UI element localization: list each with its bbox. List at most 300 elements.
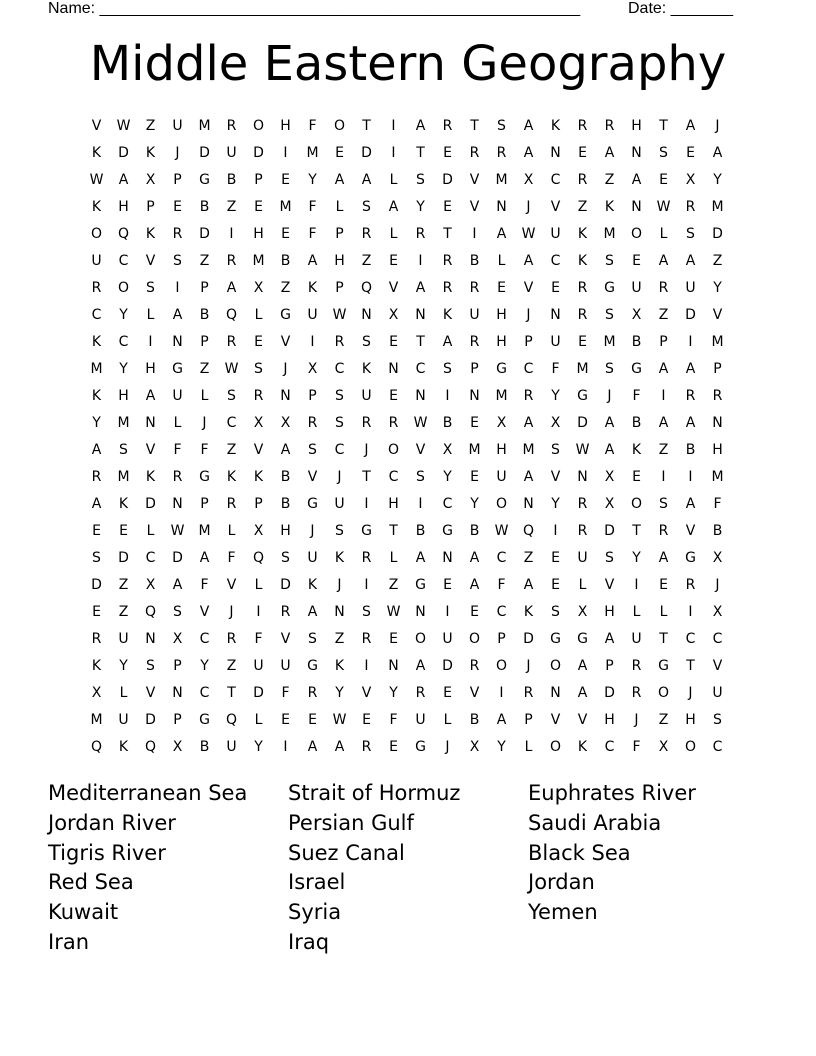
grid-letter[interactable]: H [118,388,129,404]
grid-letter[interactable]: D [118,550,129,566]
name-field-label[interactable]: Name: ______________________________________________________ [48,0,581,17]
grid-letter[interactable]: R [658,280,669,296]
grid-letter[interactable]: C [199,685,210,701]
grid-letter[interactable]: S [362,199,371,215]
grid-letter[interactable]: R [631,658,642,674]
grid-letter[interactable]: N [280,388,291,404]
grid-letter[interactable]: U [253,658,264,674]
grid-letter[interactable]: Q [360,280,373,296]
grid-letter[interactable]: C [388,469,399,485]
grid-letter[interactable]: A [685,118,696,134]
grid-letter[interactable]: K [577,739,588,755]
grid-letter[interactable]: A [415,280,426,296]
grid-letter[interactable]: M [522,442,535,458]
grid-letter[interactable]: S [173,253,182,269]
grid-letter[interactable]: L [146,307,155,323]
grid-letter[interactable]: H [388,496,399,512]
grid-letter[interactable]: K [118,496,129,512]
grid-letter[interactable]: L [632,604,641,620]
grid-letter[interactable]: I [148,334,153,350]
grid-letter[interactable]: Z [658,307,669,323]
grid-letter[interactable]: I [229,226,234,242]
grid-letter[interactable]: U [415,712,426,728]
grid-letter[interactable]: E [389,334,398,350]
grid-letter[interactable]: G [631,361,642,377]
grid-letter[interactable]: A [523,469,534,485]
grid-letter[interactable]: E [281,712,290,728]
grid-letter[interactable]: P [254,496,263,512]
grid-letter[interactable]: M [603,226,616,242]
grid-letter[interactable]: I [364,577,369,593]
grid-letter[interactable]: H [496,307,507,323]
grid-letter[interactable]: I [283,145,288,161]
grid-letter[interactable]: V [469,685,480,701]
grid-letter[interactable]: I [634,577,639,593]
grid-letter[interactable]: L [389,226,398,242]
grid-letter[interactable]: J [715,118,720,134]
grid-letter[interactable]: U [118,712,129,728]
grid-letter[interactable]: S [173,604,182,620]
grid-letter[interactable]: R [307,685,318,701]
grid-letter[interactable]: Z [199,361,210,377]
grid-letter[interactable]: D [199,145,210,161]
grid-letter[interactable]: R [685,199,696,215]
grid-letter[interactable]: C [550,172,561,188]
grid-letter[interactable]: E [362,712,371,728]
grid-letter[interactable]: L [227,523,236,539]
grid-letter[interactable]: B [469,523,480,539]
grid-letter[interactable]: Q [225,307,238,323]
grid-letter[interactable]: F [308,199,317,215]
grid-letter[interactable]: A [712,145,723,161]
grid-letter[interactable]: P [470,361,479,377]
grid-letter[interactable]: N [496,199,507,215]
grid-letter[interactable]: I [364,496,369,512]
grid-letter[interactable]: T [470,118,479,134]
grid-letter[interactable]: V [199,604,210,620]
grid-letter[interactable]: R [361,415,372,431]
grid-letter[interactable]: C [199,631,210,647]
grid-letter[interactable]: J [715,577,720,593]
grid-letter[interactable]: R [577,172,588,188]
grid-letter[interactable]: R [226,118,237,134]
grid-letter[interactable]: R [361,550,372,566]
grid-letter[interactable]: R [469,145,480,161]
grid-letter[interactable]: Z [118,577,129,593]
grid-letter[interactable]: O [549,658,562,674]
grid-letter[interactable]: A [685,496,696,512]
grid-letter[interactable]: N [550,307,561,323]
grid-letter[interactable]: J [526,307,531,323]
grid-letter[interactable]: V [253,442,264,458]
grid-letter[interactable]: X [388,307,399,323]
grid-letter[interactable]: G [199,172,210,188]
grid-letter[interactable]: P [659,334,668,350]
grid-letter[interactable]: L [173,415,182,431]
grid-letter[interactable]: S [119,442,128,458]
grid-letter[interactable]: W [116,118,131,134]
grid-letter[interactable]: Z [712,253,723,269]
grid-letter[interactable]: N [415,388,426,404]
grid-letter[interactable]: B [226,172,237,188]
grid-letter[interactable]: A [280,442,291,458]
grid-letter[interactable]: O [630,226,643,242]
grid-letter[interactable]: R [226,496,237,512]
grid-letter[interactable]: U [307,307,318,323]
grid-letter[interactable]: T [632,523,641,539]
grid-letter[interactable]: N [577,469,588,485]
grid-letter[interactable]: M [711,469,724,485]
grid-letter[interactable]: Z [226,658,237,674]
grid-letter[interactable]: X [307,361,318,377]
grid-letter[interactable]: B [442,415,453,431]
grid-letter[interactable]: M [198,523,211,539]
grid-letter[interactable]: U [307,550,318,566]
grid-letter[interactable]: B [199,739,210,755]
grid-letter[interactable]: Z [334,631,345,647]
grid-letter[interactable]: K [442,307,453,323]
grid-letter[interactable]: I [688,334,693,350]
grid-letter[interactable]: N [550,145,561,161]
grid-letter[interactable]: A [577,658,588,674]
grid-letter[interactable]: K [604,199,615,215]
grid-letter[interactable]: A [145,388,156,404]
grid-letter[interactable]: D [577,415,588,431]
grid-letter[interactable]: F [497,577,506,593]
grid-letter[interactable]: R [91,469,102,485]
grid-letter[interactable]: L [443,712,452,728]
grid-letter[interactable]: E [632,253,641,269]
grid-letter[interactable]: C [91,307,102,323]
grid-letter[interactable]: X [523,172,534,188]
grid-letter[interactable]: S [605,253,614,269]
grid-letter[interactable]: U [172,388,183,404]
grid-letter[interactable]: N [712,415,723,431]
grid-letter[interactable]: C [118,334,129,350]
grid-letter[interactable]: Q [225,712,238,728]
grid-letter[interactable]: R [91,631,102,647]
grid-letter[interactable]: E [578,334,587,350]
grid-letter[interactable]: T [686,658,695,674]
grid-letter[interactable]: Z [118,604,129,620]
grid-letter[interactable]: A [388,199,399,215]
grid-letter[interactable]: G [442,523,453,539]
grid-letter[interactable]: V [604,577,615,593]
grid-letter[interactable]: R [280,604,291,620]
grid-letter[interactable]: N [172,496,183,512]
grid-letter[interactable]: V [712,658,723,674]
grid-letter[interactable]: F [632,388,641,404]
grid-letter[interactable]: P [605,658,614,674]
grid-letter[interactable]: D [145,712,156,728]
grid-letter[interactable]: K [577,226,588,242]
grid-letter[interactable]: A [307,253,318,269]
grid-letter[interactable]: K [523,604,534,620]
grid-letter[interactable]: A [658,361,669,377]
grid-letter[interactable]: S [335,388,344,404]
grid-letter[interactable]: R [361,631,372,647]
grid-letter[interactable]: R [307,415,318,431]
grid-letter[interactable]: R [334,334,345,350]
grid-letter[interactable]: V [280,631,291,647]
grid-letter[interactable]: K [307,577,318,593]
grid-letter[interactable]: W [521,226,536,242]
grid-letter[interactable]: H [604,712,615,728]
grid-letter[interactable]: N [523,496,534,512]
grid-letter[interactable]: W [332,712,347,728]
grid-letter[interactable]: J [526,658,531,674]
grid-letter[interactable]: F [389,712,398,728]
grid-letter[interactable]: U [280,658,291,674]
grid-letter[interactable]: E [389,388,398,404]
grid-letter[interactable]: P [173,658,182,674]
grid-letter[interactable]: S [416,172,425,188]
grid-letter[interactable]: Z [388,577,399,593]
grid-letter[interactable]: H [145,361,156,377]
grid-letter[interactable]: X [604,496,615,512]
grid-letter[interactable]: J [607,388,612,404]
grid-letter[interactable]: E [281,172,290,188]
grid-letter[interactable]: I [391,118,396,134]
grid-letter[interactable]: A [334,172,345,188]
grid-letter[interactable]: X [145,577,156,593]
grid-letter[interactable]: T [659,631,668,647]
grid-letter[interactable]: N [442,550,453,566]
grid-letter[interactable]: F [308,226,317,242]
grid-letter[interactable]: C [712,631,723,647]
grid-letter[interactable]: K [91,334,102,350]
grid-letter[interactable]: L [659,226,668,242]
grid-letter[interactable]: F [200,577,209,593]
grid-letter[interactable]: P [200,280,209,296]
grid-letter[interactable]: M [603,334,616,350]
grid-letter[interactable]: E [389,739,398,755]
grid-letter[interactable]: R [685,577,696,593]
grid-letter[interactable]: X [712,550,723,566]
grid-letter[interactable]: M [495,172,508,188]
grid-letter[interactable]: C [604,739,615,755]
grid-letter[interactable]: S [686,226,695,242]
grid-letter[interactable]: P [200,334,209,350]
grid-letter[interactable]: K [91,658,102,674]
grid-letter[interactable]: A [523,145,534,161]
grid-letter[interactable]: P [308,388,317,404]
grid-letter[interactable]: A [523,577,534,593]
grid-letter[interactable]: H [334,253,345,269]
grid-letter[interactable]: Y [713,280,722,296]
grid-letter[interactable]: R [631,685,642,701]
grid-letter[interactable]: G [550,631,561,647]
grid-letter[interactable]: W [89,172,104,188]
grid-letter[interactable]: Q [144,739,157,755]
grid-letter[interactable]: O [468,631,481,647]
grid-letter[interactable]: R [685,388,696,404]
grid-letter[interactable]: X [550,415,561,431]
grid-letter[interactable]: U [226,739,237,755]
grid-letter[interactable]: F [200,442,209,458]
grid-letter[interactable]: L [389,172,398,188]
grid-letter[interactable]: S [335,523,344,539]
grid-letter[interactable]: W [575,442,590,458]
grid-letter[interactable]: C [496,604,507,620]
grid-letter[interactable]: U [550,334,561,350]
grid-letter[interactable]: A [658,415,669,431]
grid-letter[interactable]: K [334,550,345,566]
grid-letter[interactable]: N [469,388,480,404]
grid-letter[interactable]: L [200,388,209,404]
grid-letter[interactable]: O [252,118,265,134]
grid-letter[interactable]: S [659,145,668,161]
grid-letter[interactable]: V [550,199,561,215]
grid-letter[interactable]: Y [416,199,425,215]
grid-letter[interactable]: E [551,577,560,593]
grid-letter[interactable]: W [656,199,671,215]
grid-letter[interactable]: X [253,280,264,296]
grid-letter[interactable]: T [443,226,452,242]
grid-letter[interactable]: Z [226,442,237,458]
grid-letter[interactable]: G [361,523,372,539]
grid-letter[interactable]: Z [361,253,372,269]
grid-letter[interactable]: S [416,469,425,485]
grid-letter[interactable]: M [117,415,130,431]
grid-letter[interactable]: N [631,199,642,215]
grid-letter[interactable]: I [310,334,315,350]
grid-letter[interactable]: F [254,631,263,647]
grid-letter[interactable]: A [118,172,129,188]
grid-letter[interactable]: T [416,145,425,161]
grid-letter[interactable]: U [712,685,723,701]
grid-letter[interactable]: Q [144,604,157,620]
grid-letter[interactable]: A [604,631,615,647]
grid-letter[interactable]: P [173,712,182,728]
grid-letter[interactable]: R [361,739,372,755]
grid-letter[interactable]: I [175,280,180,296]
grid-letter[interactable]: Y [497,739,506,755]
grid-letter[interactable]: Z [577,199,588,215]
grid-letter[interactable]: G [658,658,669,674]
grid-letter[interactable]: R [577,280,588,296]
grid-letter[interactable]: R [469,280,480,296]
grid-letter[interactable]: M [576,361,589,377]
grid-letter[interactable]: M [252,253,265,269]
grid-letter[interactable]: R [577,307,588,323]
grid-letter[interactable]: E [308,712,317,728]
grid-letter[interactable]: I [418,253,423,269]
grid-letter[interactable]: S [254,361,263,377]
grid-letter[interactable]: D [199,226,210,242]
grid-letter[interactable]: R [226,631,237,647]
grid-letter[interactable]: E [497,280,506,296]
grid-letter[interactable]: D [685,307,696,323]
grid-letter[interactable]: R [577,118,588,134]
grid-letter[interactable]: I [688,469,693,485]
grid-letter[interactable]: A [685,415,696,431]
grid-letter[interactable]: U [577,550,588,566]
grid-letter[interactable]: M [306,145,319,161]
grid-letter[interactable]: B [280,253,291,269]
grid-letter[interactable]: L [119,685,128,701]
grid-letter[interactable]: A [604,442,615,458]
grid-letter[interactable]: D [523,631,534,647]
grid-letter[interactable]: K [577,253,588,269]
grid-letter[interactable]: A [496,226,507,242]
grid-letter[interactable]: Q [522,523,535,539]
grid-letter[interactable]: L [659,604,668,620]
grid-letter[interactable]: N [388,361,399,377]
grid-letter[interactable]: R [172,469,183,485]
grid-letter[interactable]: F [551,361,560,377]
grid-letter[interactable]: L [254,712,263,728]
grid-letter[interactable]: K [307,280,318,296]
grid-letter[interactable]: V [145,685,156,701]
grid-letter[interactable]: I [472,226,477,242]
grid-letter[interactable]: Z [658,712,669,728]
grid-letter[interactable]: R [712,388,723,404]
grid-letter[interactable]: V [226,577,237,593]
grid-letter[interactable]: P [497,631,506,647]
grid-letter[interactable]: U [685,280,696,296]
grid-letter[interactable]: V [685,523,696,539]
grid-letter[interactable]: Y [551,388,560,404]
grid-letter[interactable]: M [198,118,211,134]
grid-letter[interactable]: V [550,712,561,728]
grid-letter[interactable]: W [386,604,401,620]
grid-letter[interactable]: E [254,199,263,215]
grid-letter[interactable]: X [253,523,264,539]
grid-letter[interactable]: P [254,172,263,188]
grid-letter[interactable]: I [499,685,504,701]
grid-letter[interactable]: S [146,280,155,296]
grid-letter[interactable]: L [146,523,155,539]
grid-letter[interactable]: H [118,199,129,215]
grid-letter[interactable]: E [470,469,479,485]
grid-letter[interactable]: K [226,469,237,485]
grid-letter[interactable]: O [657,685,670,701]
grid-letter[interactable]: E [389,631,398,647]
grid-letter[interactable]: R [361,226,372,242]
grid-letter[interactable]: V [145,442,156,458]
grid-letter[interactable]: Z [523,550,534,566]
grid-letter[interactable]: S [659,496,668,512]
grid-letter[interactable]: I [445,604,450,620]
grid-letter[interactable]: X [658,739,669,755]
grid-letter[interactable]: N [145,415,156,431]
grid-letter[interactable]: W [494,523,509,539]
grid-letter[interactable]: T [389,523,398,539]
grid-letter[interactable]: R [442,118,453,134]
grid-letter[interactable]: A [604,415,615,431]
grid-letter[interactable]: I [283,739,288,755]
grid-letter[interactable]: E [659,577,668,593]
grid-letter[interactable]: R [658,523,669,539]
grid-letter[interactable]: U [361,388,372,404]
grid-letter[interactable]: J [688,685,693,701]
grid-letter[interactable]: E [659,172,668,188]
grid-letter[interactable]: H [712,442,723,458]
grid-letter[interactable]: U [442,631,453,647]
grid-letter[interactable]: V [577,712,588,728]
grid-letter[interactable]: M [495,388,508,404]
grid-letter[interactable]: X [172,739,183,755]
grid-letter[interactable]: Y [92,415,101,431]
grid-letter[interactable]: Z [604,172,615,188]
grid-letter[interactable]: A [442,334,453,350]
grid-letter[interactable]: B [469,253,480,269]
grid-letter[interactable]: X [280,415,291,431]
grid-letter[interactable]: N [172,334,183,350]
grid-letter[interactable]: A [415,118,426,134]
grid-letter[interactable]: P [524,334,533,350]
